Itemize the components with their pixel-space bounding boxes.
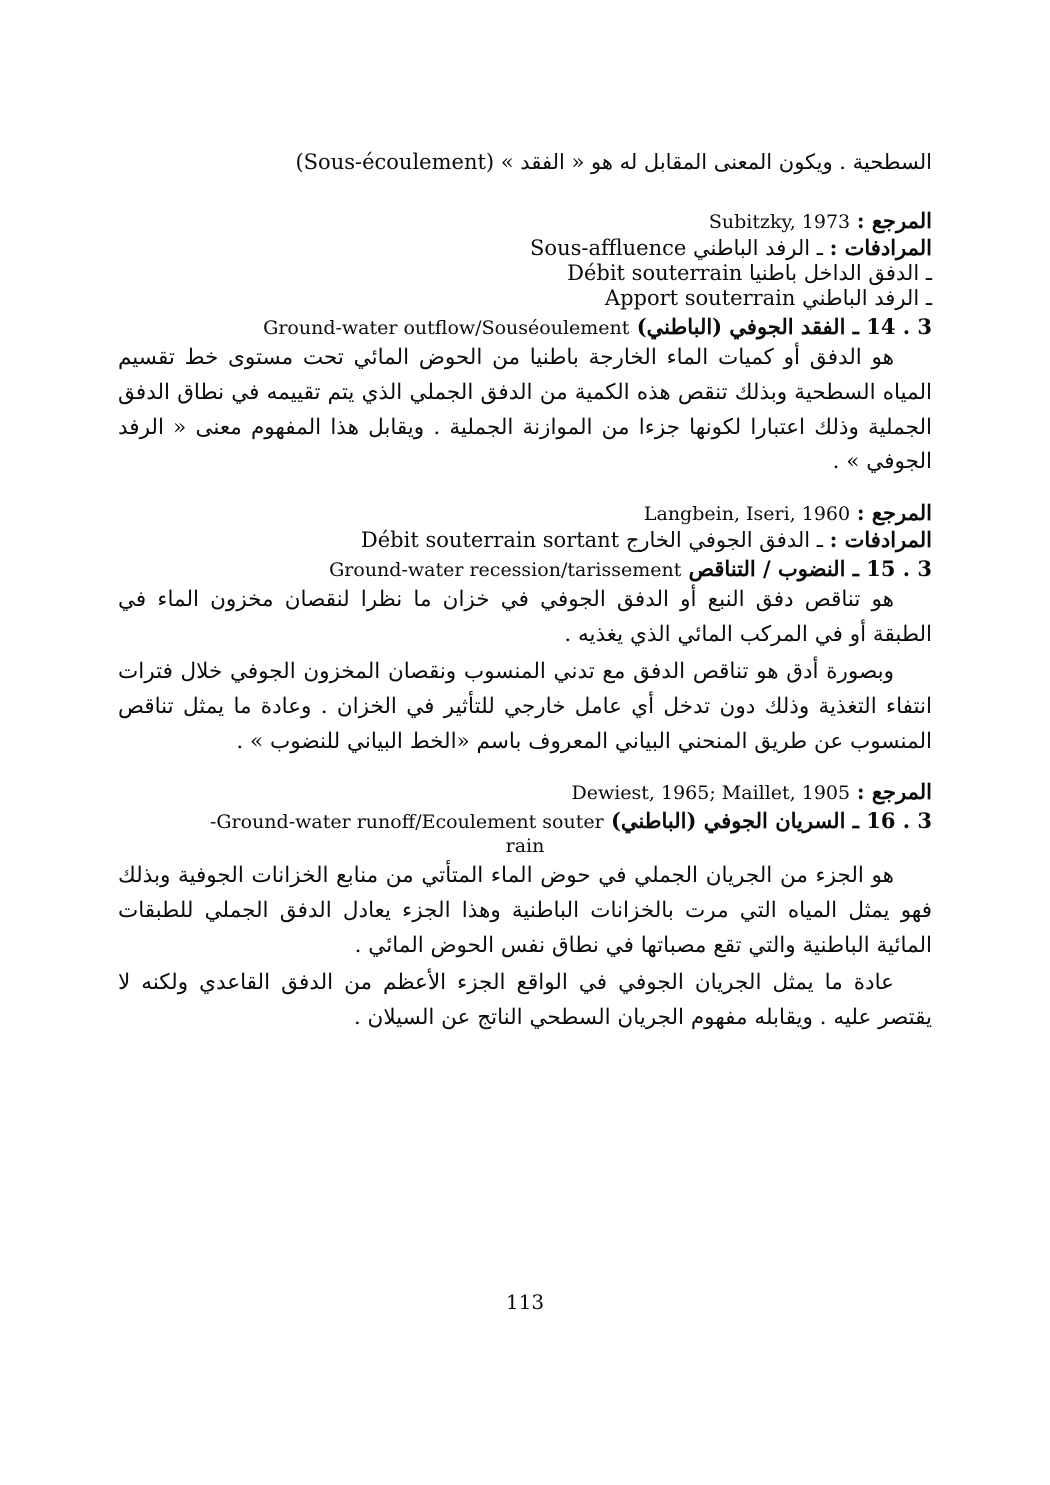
reference-label: المرجع : bbox=[856, 208, 932, 233]
reference-line bbox=[118, 779, 932, 804]
reference-line bbox=[118, 500, 932, 525]
entry-term-arabic: ـ الفقد الجوفي (الباطني) bbox=[636, 314, 859, 339]
synonyms-label: المرادفات : bbox=[829, 235, 932, 260]
entry-paragraph: عادة ما يمثل الجريان الجوفي في الواقع الجزء الأعظم من الدفق القاعدي ولكنه لا يقتصر عليه . ويقابله مفهوم الجريان السطحي الناتج عن السيلان . bbox=[118, 969, 932, 1030]
entry-term-foreign: Ground-water outflow/Souséoulement bbox=[263, 317, 630, 339]
entry-number: 3 . 14 bbox=[866, 314, 932, 339]
reference-label: المرجع : bbox=[856, 500, 932, 526]
reference-value: Dewiest, 1965; Maillet, 1905 bbox=[571, 782, 851, 805]
entry-term-arabic: ـ النضوب / التناقص bbox=[688, 556, 859, 582]
continuation-line: السطحية . ويكون المعنى المقابل له هو « الفقد » (Sous-écoulement) bbox=[295, 150, 932, 174]
entry-number: 3 . 15 bbox=[866, 556, 932, 582]
entry-term-foreign: Ground-water recession/tarissement bbox=[329, 559, 682, 582]
synonyms-line bbox=[118, 286, 932, 310]
entry-term-foreign-continuation: rain bbox=[505, 835, 545, 858]
entry-term-foreign: Ground-water runoff/Ecoulement souter- bbox=[209, 811, 604, 834]
synonym-item: ـ الدفق الداخل باطنيا Débit souterrain bbox=[567, 261, 932, 285]
entry-heading bbox=[118, 808, 932, 833]
reference-value: Subitzky, 1973 bbox=[708, 211, 851, 233]
synonyms-line bbox=[118, 527, 932, 552]
entry-paragraph: هو الدفق أو كميات الماء الخارجة باطنيا من الحوض المائي تحت مستوى خط تقسيم المياه السطحية وبذلك تنقص هذه الكمية من الدفق الجملي الذي يتم تقييمه في نطاق الدفق الجملية وذلك اعتبارا لكونها جزءا من الموازنة الجملية . ويقابل هذا المفهوم معنى « الرفد الجوفي » . bbox=[118, 345, 932, 475]
synonyms-line bbox=[118, 235, 932, 260]
reference-label: المرجع : bbox=[856, 779, 932, 805]
synonyms-label: المرادفات : bbox=[829, 527, 932, 553]
synonym-item: ـ الرفد الباطني Apport souterrain bbox=[604, 286, 932, 310]
synonym-item: ـ الرفد الباطني Sous-affluence bbox=[530, 236, 823, 260]
spacer bbox=[118, 486, 932, 500]
synonyms-line bbox=[118, 261, 932, 285]
entry-paragraph: وبصورة أدق هو تناقص الدفق مع تدني المنسوب ونقصان المخزون الجوفي خلال فترات انتفاء التغذية وذلك دون تدخل أي عامل خارجي للتأثير في الخزان . وعادة ما يمثل تناقص المنسوب عن طريق المنحني البياني المعروف باسم «الخط البياني للنضوب » . bbox=[118, 658, 932, 754]
reference-value: Langbein, Iseri, 1960 bbox=[643, 503, 851, 526]
entry-heading bbox=[118, 556, 932, 581]
entry-term-arabic: ـ السريان الجوفي (الباطني) bbox=[611, 808, 859, 834]
reference-line bbox=[118, 208, 932, 233]
entry-paragraph: هو الجزء من الجريان الجملي في حوض الماء المتأتي من منابع الخزانات الجوفية وبذلك فهو يمثل المياه التي مرت بالخزانات الباطنية وهذا الجزء يعادل الدفق الجملي للطبقات المائية الباطنية والتي تقع مصباتها في نطاق نفس الحوض المائي . bbox=[118, 863, 932, 959]
synonym-item: ـ الدفق الجوفي الخارج Débit souterrain sortant bbox=[360, 528, 823, 553]
spacer bbox=[118, 765, 932, 779]
page-number: 113 bbox=[505, 1290, 545, 1314]
entry-heading bbox=[118, 314, 932, 339]
entry-paragraph: هو تناقص دفق النبع أو الدفق الجوفي في خزان ما نظرا لنقصان مخزون الماء في الطبقة أو في المركب المائي الذي يغذيه . bbox=[118, 587, 932, 648]
entry-number: 3 . 16 bbox=[866, 808, 932, 834]
